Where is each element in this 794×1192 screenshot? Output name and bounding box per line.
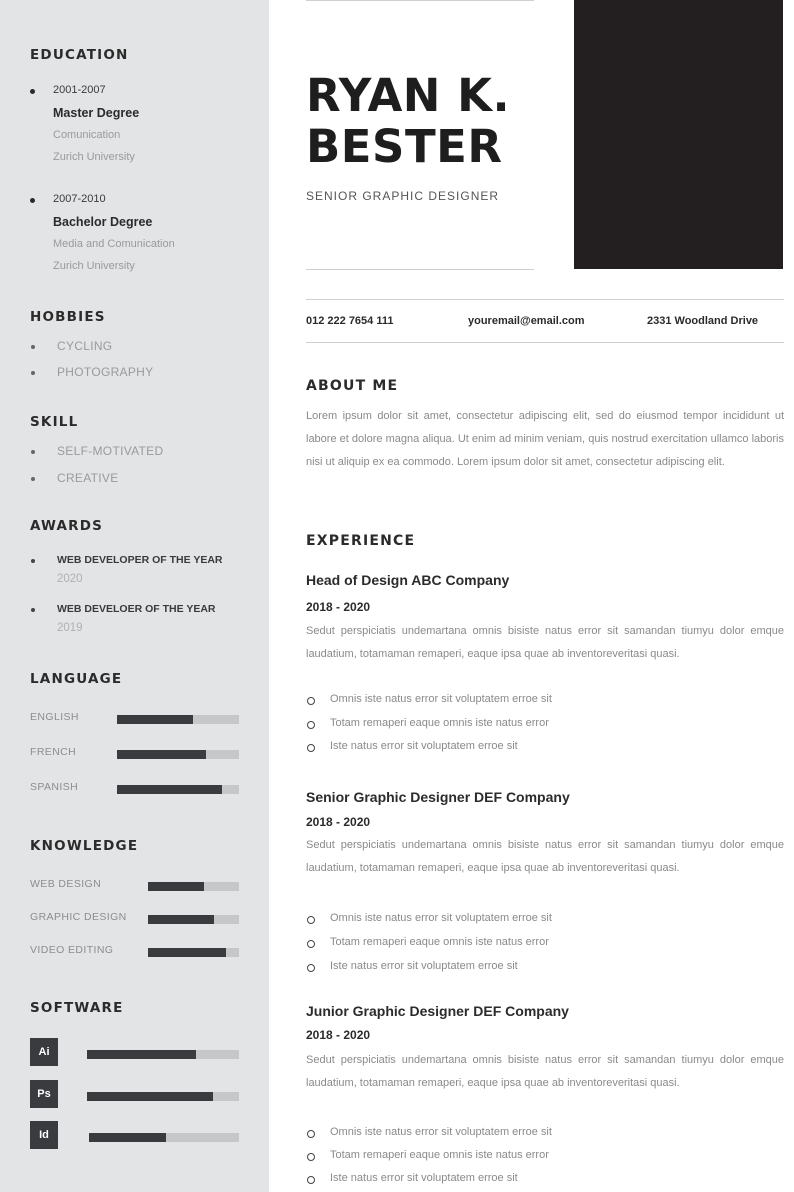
knowledge-label: GRAPHIC DESIGN — [30, 911, 127, 923]
name-line-1: RYAN K. — [306, 69, 511, 122]
divider — [306, 299, 784, 300]
language-bar — [117, 715, 239, 724]
skill-heading: SKILL — [30, 414, 79, 430]
education-degree: Master Degree — [53, 106, 140, 120]
knowledge-label: WEB DESIGN — [30, 878, 102, 890]
knowledge-bar — [148, 882, 239, 891]
list-item — [306, 740, 784, 756]
circle-bullet-icon — [307, 916, 315, 924]
software-bar — [87, 1050, 239, 1059]
language-label: ENGLISH — [30, 711, 79, 723]
about-heading: ABOUT ME — [306, 378, 399, 394]
award-year: 2019 — [57, 622, 83, 634]
contact-phone: 012 222 7654 111 — [306, 315, 394, 327]
software-bar — [87, 1092, 239, 1101]
language-label: SPANISH — [30, 781, 79, 793]
award-title: WEB DEVELOPER OF THE YEAR — [57, 554, 223, 566]
award-year: 2020 — [57, 573, 83, 585]
hobby-label: CYCLING — [57, 339, 113, 353]
bullet-text: Iste natus error sit voluptatem erroe sit — [330, 1172, 518, 1184]
knowledge-label: VIDEO EDITING — [30, 944, 114, 956]
knowledge-heading: KNOWLEDGE — [30, 838, 139, 854]
bullet-text: Omnis iste natus error sit voluptatem erroe sit — [330, 693, 552, 705]
name-line-2: BESTER — [306, 120, 503, 173]
list-item — [306, 717, 784, 733]
bullet-text: Iste natus error sit voluptatem erroe sit — [330, 740, 518, 752]
circle-bullet-icon — [307, 964, 315, 972]
job-description: Sedut perspiciatis undemartana omnis bisiste natus error sit samandan tiumyu dolor emque laudatium, totamaman remaperi, eaque ipsa quae ab inventoreveritasi quasi. — [306, 839, 784, 874]
education-years: 2007-2010 — [53, 193, 106, 205]
education-years: 2001-2007 — [53, 84, 106, 96]
knowledge-bar — [148, 948, 239, 957]
job-title: Junior Graphic Designer DEF Company — [306, 1003, 569, 1019]
skill-label: CREATIVE — [57, 471, 119, 485]
bullet-icon — [31, 450, 35, 454]
circle-bullet-icon — [307, 1130, 315, 1138]
job-title: Senior Graphic Designer DEF Company — [306, 789, 570, 805]
job-description: Sedut perspiciatis undemartana omnis bisiste natus error sit samandan tiumyu dolor emque laudatium, totamaman remaperi, eaque ipsa quae ab inventoreveritasi quasi. — [306, 1054, 784, 1089]
candidate-name — [306, 70, 510, 172]
language-row — [30, 711, 242, 723]
hobby-label: PHOTOGRAPHY — [57, 365, 154, 379]
bullet-text: Omnis iste natus error sit voluptatem erroe sit — [330, 1126, 552, 1138]
education-field: Comunication — [53, 129, 121, 141]
education-school: Zurich University — [53, 151, 135, 163]
software-bar-fill — [89, 1133, 166, 1142]
indesign-icon: Id — [30, 1121, 58, 1149]
knowledge-row — [30, 944, 242, 956]
language-heading: LANGUAGE — [30, 671, 123, 687]
knowledge-bar-fill — [148, 915, 214, 924]
list-item — [306, 1172, 784, 1188]
hobbies-heading: HOBBIES — [30, 309, 106, 325]
profile-photo — [574, 0, 783, 269]
education-heading: EDUCATION — [30, 47, 129, 63]
language-bar-fill — [117, 750, 206, 759]
knowledge-row — [30, 878, 242, 890]
education-school: Zurich University — [53, 260, 135, 272]
circle-bullet-icon — [307, 1176, 315, 1184]
software-bar-fill — [87, 1092, 213, 1101]
software-row — [30, 1046, 242, 1058]
circle-bullet-icon — [307, 744, 315, 752]
bullet-icon — [31, 608, 35, 612]
education-degree: Bachelor Degree — [53, 215, 153, 229]
divider — [306, 342, 784, 343]
award-title: WEB DEVELOER OF THE YEAR — [57, 603, 216, 615]
education-field: Media and Comunication — [53, 238, 175, 250]
bullet-icon — [30, 89, 35, 94]
awards-heading: AWARDS — [30, 518, 104, 534]
job-description: Sedut perspiciatis undemartana omnis bisiste natus error sit samandan tiumyu dolor emque laudatium, totamaman remaperi, eaque ipsa quae ab inventoreveritasi quasi. — [306, 625, 784, 660]
bullet-icon — [31, 371, 35, 375]
language-bar — [117, 785, 239, 794]
circle-bullet-icon — [307, 940, 315, 948]
circle-bullet-icon — [307, 697, 315, 705]
divider — [306, 0, 534, 1]
divider — [306, 269, 534, 270]
list-item — [306, 960, 784, 976]
circle-bullet-icon — [307, 721, 315, 729]
bullet-icon — [31, 477, 35, 481]
language-row — [30, 746, 242, 758]
software-bar-fill — [87, 1050, 196, 1059]
bullet-icon — [31, 345, 35, 349]
list-item — [306, 1126, 784, 1142]
knowledge-row — [30, 911, 242, 923]
language-bar — [117, 750, 239, 759]
job-title-header: SENIOR GRAPHIC DESIGNER — [306, 189, 500, 203]
bullet-text: Totam remaperi eaque omnis iste natus error — [330, 1149, 549, 1161]
software-row — [30, 1129, 242, 1141]
knowledge-bar — [148, 915, 239, 924]
skill-label: SELF-MOTIVATED — [57, 444, 164, 458]
bullet-text: Totam remaperi eaque omnis iste natus error — [330, 717, 549, 729]
job-years: 2018 - 2020 — [306, 600, 371, 614]
photoshop-icon: Ps — [30, 1080, 58, 1108]
hobby-item — [30, 365, 250, 381]
illustrator-icon: Ai — [30, 1038, 58, 1066]
bullet-icon — [30, 198, 35, 203]
bullet-text: Omnis iste natus error sit voluptatem erroe sit — [330, 912, 552, 924]
language-bar-fill — [117, 785, 222, 794]
language-bar-fill — [117, 715, 193, 724]
list-item — [306, 912, 784, 928]
skill-item — [30, 471, 250, 487]
experience-heading: EXPERIENCE — [306, 533, 416, 549]
software-row — [30, 1088, 242, 1100]
bullet-icon — [31, 559, 35, 563]
list-item — [306, 693, 784, 709]
list-item — [306, 1149, 784, 1165]
hobby-item — [30, 339, 250, 355]
language-label: FRENCH — [30, 746, 77, 758]
software-heading: SOFTWARE — [30, 1000, 124, 1016]
knowledge-bar-fill — [148, 948, 226, 957]
contact-email: youremail@email.com — [468, 315, 585, 327]
skill-item — [30, 444, 250, 460]
sidebar — [0, 0, 269, 1192]
language-row — [30, 781, 242, 793]
job-years: 2018 - 2020 — [306, 1028, 371, 1042]
list-item — [306, 936, 784, 952]
job-title: Head of Design ABC Company — [306, 572, 510, 588]
bullet-text: Totam remaperi eaque omnis iste natus error — [330, 936, 549, 948]
job-years: 2018 - 2020 — [306, 815, 371, 829]
contact-address: 2331 Woodland Drive — [647, 315, 759, 327]
knowledge-bar-fill — [148, 882, 204, 891]
software-bar — [89, 1133, 239, 1142]
circle-bullet-icon — [307, 1153, 315, 1161]
bullet-text: Iste natus error sit voluptatem erroe sit — [330, 960, 518, 972]
about-text: Lorem ipsum dolor sit amet, consectetur adipiscing elit, sed do eiusmod tempor incididunt ut labore et dolore magna aliqua. Ut enim ad minim veniam, quis nostrud exercitation ullamco laboris nisi ut aliquip ex ea commodo. Lorem ipsum dolor sit amet, consectetur adipiscing elit. — [306, 410, 784, 468]
